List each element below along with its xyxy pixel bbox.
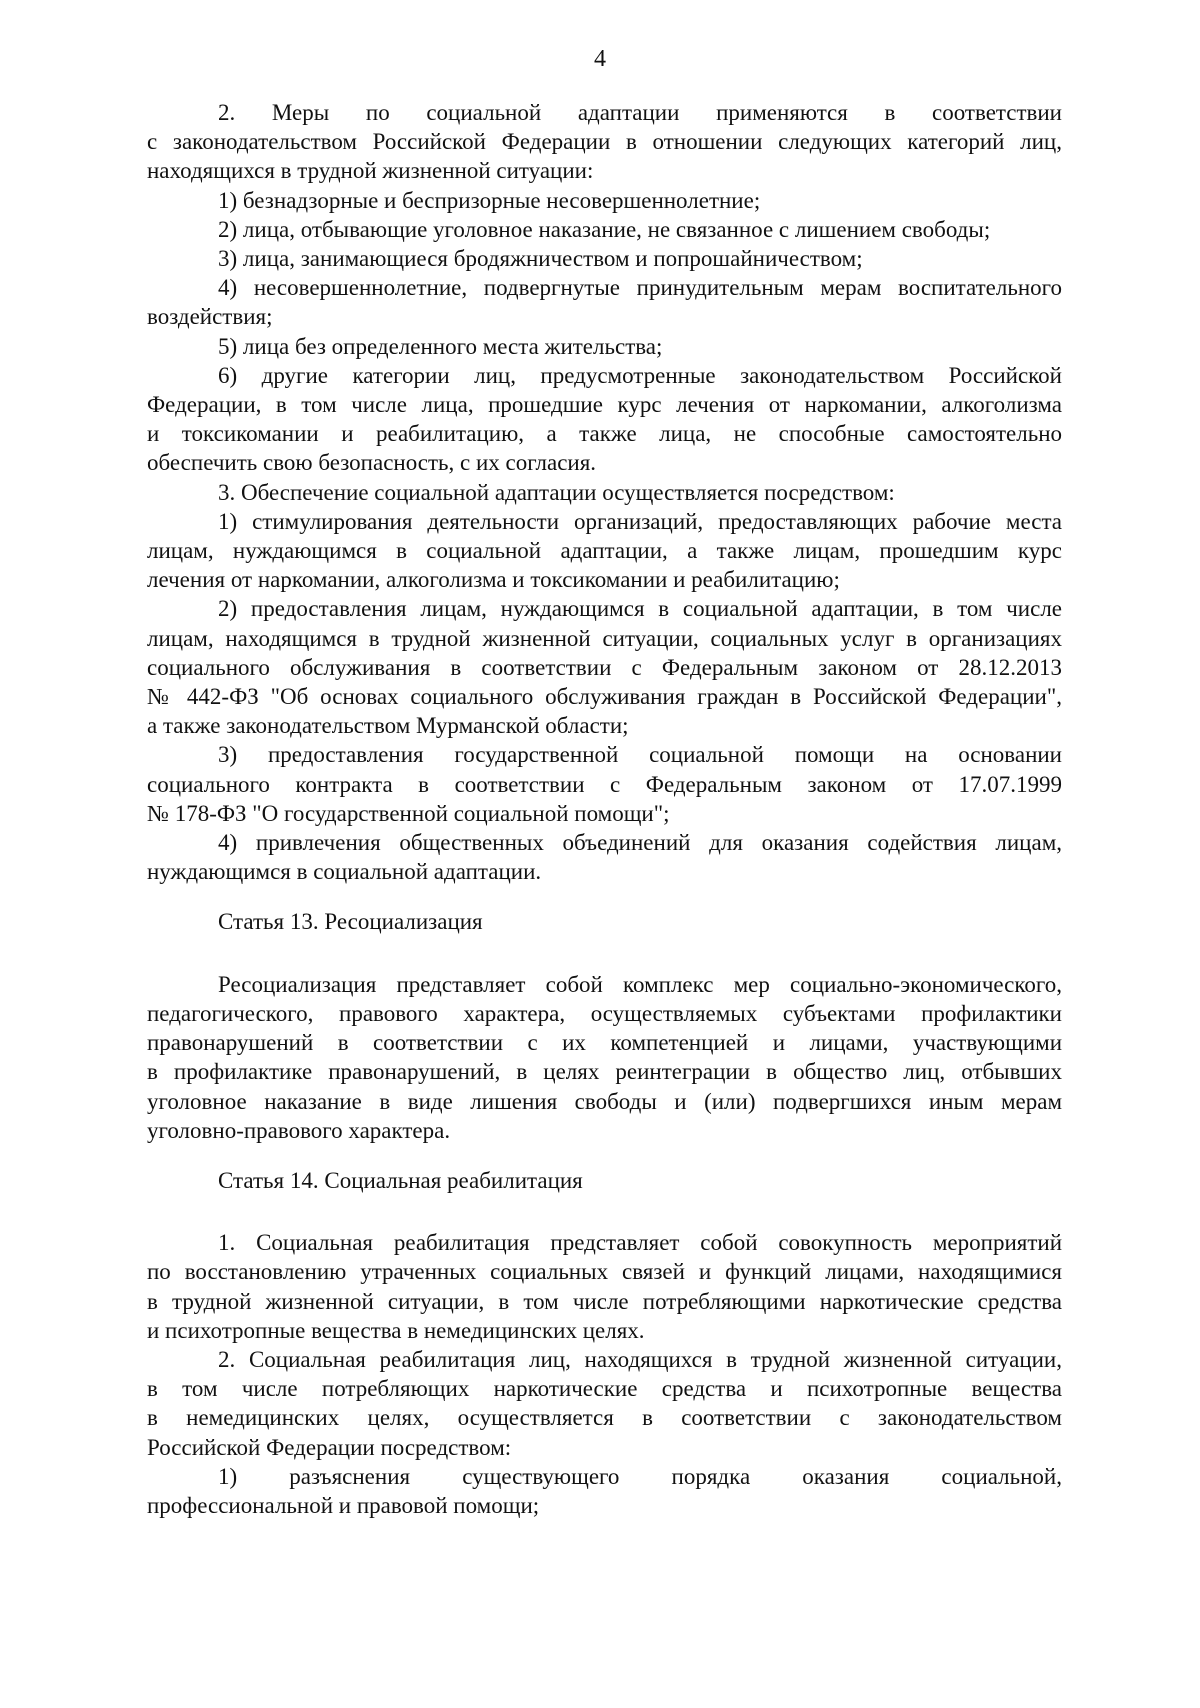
text-line: № 442-ФЗ "Об основах социального обслуживания граждан в Российской Федерации", xyxy=(147,684,1062,710)
spacer xyxy=(147,886,1062,907)
section-2-intro xyxy=(147,98,1062,186)
text-line: 1) безнадзорные и беспризорные несовершеннолетние; xyxy=(218,187,761,213)
document-body xyxy=(147,98,1062,1520)
text-line: социального обслуживания в соответствии с Федеральным законом от 28.12.2013 xyxy=(147,654,1062,680)
spacer xyxy=(147,1195,1062,1228)
text-line: Федерации, в том числе лица, прошедшие курс лечения от наркомании, алкоголизма xyxy=(147,392,1062,418)
text-line: правонарушений в соответствии с их компетенцией и лицами, участвующими xyxy=(147,1030,1062,1056)
spacer xyxy=(147,1145,1062,1166)
text-line: Российской Федерации посредством: xyxy=(147,1434,512,1460)
text-line: № 178-ФЗ "О государственной социальной помощи"; xyxy=(147,800,670,826)
text-line: 3) предоставления государственной социальной помощи на основании xyxy=(218,742,1062,768)
text-line: социального контракта в соответствии с Федеральным законом от 17.07.1999 xyxy=(147,771,1062,797)
text-line: уголовное наказание в виде лишения свободы и (или) подвергшихся иным мерам xyxy=(147,1088,1062,1114)
article-14-item-1 xyxy=(147,1462,1062,1520)
text-line: нуждающимся в социальной адаптации. xyxy=(147,859,542,885)
text-line: педагогического, правового характера, осуществляемых субъектами профилактики xyxy=(147,1000,1062,1026)
section-2-item-6 xyxy=(147,361,1062,478)
section-3-intro xyxy=(147,478,1062,507)
text-line: уголовно-правового характера. xyxy=(147,1117,451,1143)
section-3-item-1 xyxy=(147,507,1062,595)
text-line: воздействия; xyxy=(147,304,273,330)
text-line: 3. Обеспечение социальной адаптации осуществляется посредством: xyxy=(218,479,895,505)
text-line: 5) лица без определенного места жительства; xyxy=(218,333,663,359)
section-2-item-4 xyxy=(147,273,1062,331)
text-line: с законодательством Российской Федерации в отношении следующих категорий лиц, xyxy=(147,129,1062,155)
text-line: Ресоциализация представляет собой комплекс мер социально-экономического, xyxy=(218,971,1062,997)
text-line: находящихся в трудной жизненной ситуации: xyxy=(147,158,594,184)
text-line: лечения от наркомании, алкоголизма и токсикомании и реабилитацию; xyxy=(147,567,840,593)
section-2-item-1 xyxy=(147,186,1062,215)
section-3-item-3 xyxy=(147,740,1062,828)
section-3-item-4 xyxy=(147,828,1062,886)
text-line: а также законодательством Мурманской области; xyxy=(147,713,629,739)
section-2-item-2 xyxy=(147,215,1062,244)
text-line: 6) другие категории лиц, предусмотренные законодательством Российской xyxy=(218,362,1062,388)
page-number: 4 xyxy=(594,46,606,72)
section-3-item-2 xyxy=(147,594,1062,740)
section-2-item-5 xyxy=(147,332,1062,361)
text-line: 1. Социальная реабилитация представляет собой совокупность мероприятий xyxy=(218,1230,1062,1256)
text-line: обеспечить свою безопасность, с их согласия. xyxy=(147,450,597,476)
text-line: 2) лица, отбывающие уголовное наказание, не связанное с лишением свободы; xyxy=(218,216,991,242)
text-line: и психотропные вещества в немедицинских целях. xyxy=(147,1317,645,1343)
section-2-item-3 xyxy=(147,244,1062,273)
article-14-paragraph-1 xyxy=(147,1228,1062,1345)
article-13-heading: Статья 13. Ресоциализация xyxy=(218,909,483,935)
text-line: в том числе потребляющих наркотические средства и психотропные вещества xyxy=(147,1376,1062,1402)
text-line: по восстановлению утраченных социальных связей и функций лицами, находящимися xyxy=(147,1259,1062,1285)
spacer xyxy=(147,937,1062,970)
text-line: лицам, нуждающимся в социальной адаптации, а также лицам, прошедшим курс xyxy=(147,538,1062,564)
text-line: 1) разъяснения существующего порядка оказания социальной, xyxy=(218,1463,1062,1489)
text-line: в профилактике правонарушений, в целях реинтеграции в общество лиц, отбывших xyxy=(147,1059,1062,1085)
text-line: лицам, находящимся в трудной жизненной ситуации, социальных услуг в организациях xyxy=(147,625,1062,651)
text-line: 4) привлечения общественных объединений для оказания содействия лицам, xyxy=(218,830,1062,856)
article-14-paragraph-2 xyxy=(147,1345,1062,1462)
text-line: 3) лица, занимающиеся бродяжничеством и попрошайничеством; xyxy=(218,246,863,272)
text-line: в немедицинских целях, осуществляется в соответствии с законодательством xyxy=(147,1405,1062,1431)
text-line: 2. Меры по социальной адаптации применяются в соответствии xyxy=(218,100,1062,125)
text-line: 2) предоставления лицам, нуждающимся в социальной адаптации, в том числе xyxy=(218,596,1062,622)
article-13-text xyxy=(147,970,1062,1145)
article-14-heading: Статья 14. Социальная реабилитация xyxy=(218,1167,583,1193)
text-line: в трудной жизненной ситуации, в том числе потребляющими наркотические средства xyxy=(147,1288,1062,1314)
text-line: 2. Социальная реабилитация лиц, находящихся в трудной жизненной ситуации, xyxy=(218,1346,1062,1372)
text-line: 1) стимулирования деятельности организаций, предоставляющих рабочие места xyxy=(218,508,1062,534)
text-line: 4) несовершеннолетние, подвергнутые принудительным мерам воспитательного xyxy=(218,275,1062,301)
text-line: и токсикомании и реабилитацию, а также лица, не способные самостоятельно xyxy=(147,421,1062,447)
text-line: профессиональной и правовой помощи; xyxy=(147,1492,540,1518)
